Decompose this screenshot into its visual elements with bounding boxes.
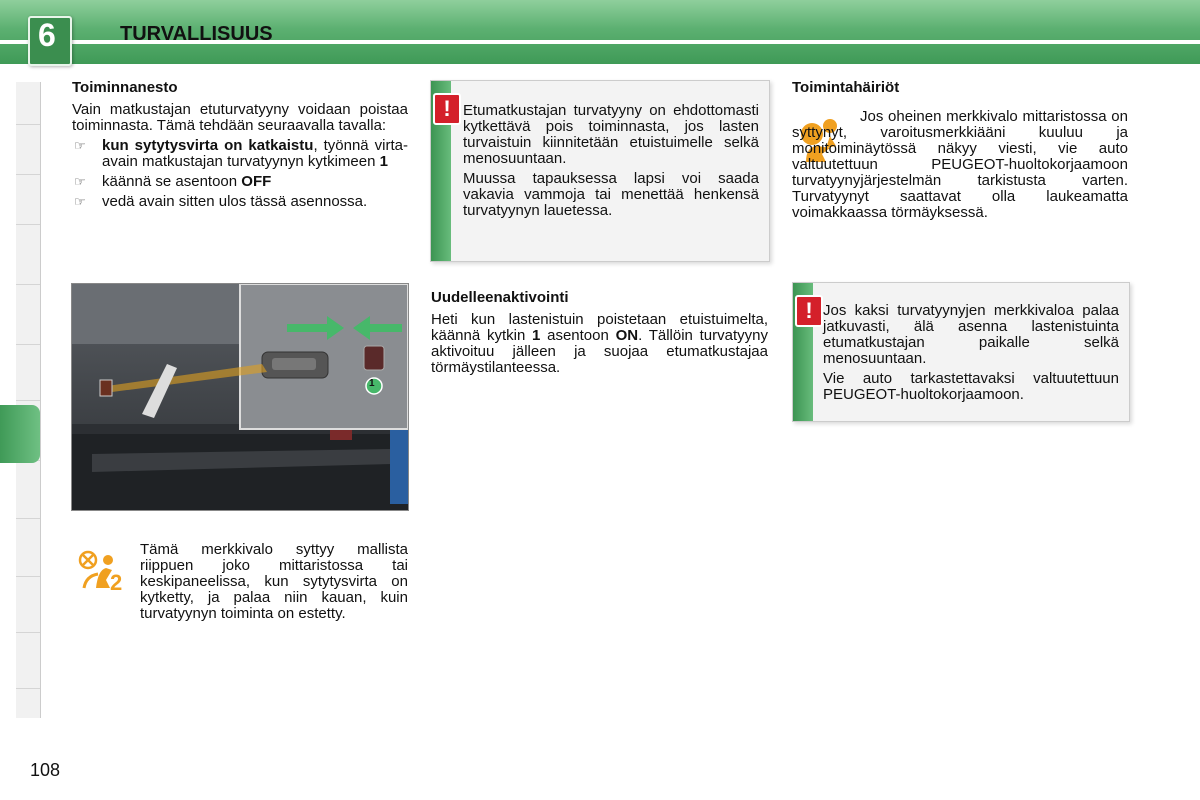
warning-text: Etumatkustajan turvatyyny on ehdottomasti kytkettävä pois toiminnasta, jos lasten turvaistuin kiinnitetään etuistuimelle selkä menosuuntaan. [463,102,759,167]
indicator-description [140,542,408,626]
section-heading: Uudelleenaktivointi [431,289,569,306]
malfunction-text: Jos oheinen merkkivalo mittaristossa on syttynyt, varoitusmerkkiääni kuuluu ja monitoiminäytössä näkyy viesti, vie auto valtuutettuun PEUGEOT-huoltokorjaamoon turvatyynyjärjestelmän tarkistusta varten. Turvatyynyt saattavat olla laukeamatta voimakkaassa törmäyksessä. [792,108,1128,221]
indicator-text: Tämä merkkivalo syttyy mallista riippuen joko mittaristossa tai keskipaneelissa, kun sytytysvirta on kytketty, ja palaa niin kauan, kuin turvatyynyn toiminta on estetty. [140,541,408,622]
chapter-tab-active[interactable] [0,405,40,463]
airbag-off-icon-label: 2 [110,570,123,595]
switch-label-1: 1 [369,378,375,389]
reactivation-text: Heti kun lastenistuin poistetaan etuistuimelta, käännä kytkin 1 asentoon ON. Tällöin turvatyyny aktivoituu jälleen ja suojaa etumatkustajaa törmäystilanteessa. [431,311,768,376]
intro-text: Vain matkustajan etuturvatyyny voidaan poistaa toiminnasta. Tämä tehdään seuraavalla tavalla: [72,101,408,134]
step-list [72,138,408,210]
warning-box-two-lights [792,282,1130,422]
page-number: 108 [30,760,61,780]
warning-text: Jos kaksi turvatyynyjen merkkivaloa palaa jatkuvasti, älä asenna lastenistuinta etumatkustajan paikalle selkä menosuuntaan. [823,302,1119,367]
step-item: ☞ kun sytytysvirta on katkaistu, työnnä virta-avain matkustajan turvatyynyn kytkimeen 1 [74,137,408,170]
pointer-hand-icon: ☞ [74,138,86,153]
chapter-tabs [16,82,41,718]
chapter-title: TURVALLISUUS [120,23,273,45]
column-reactivation [431,290,768,380]
step-item: ☞ käännä se asentoon OFF [74,173,272,190]
malfunction-text-block [792,109,1128,225]
warning-box-rear-facing [430,80,770,262]
exclamation-icon: ! [433,93,461,125]
exclamation-icon: ! [795,295,823,327]
column-deactivation [72,80,408,214]
warning-text: Muussa tapauksessa lapsi voi saada vakavia vammoja tai menettää henkensä turvatyynyn lauetessa. [463,170,759,219]
section-heading: Toiminnanesto [72,79,178,96]
airbag-off-icon [76,548,128,594]
column-malfunction [792,80,1128,102]
pointer-hand-icon: ☞ [74,174,86,189]
warning-text: Vie auto tarkastettavaksi valtuutettuun PEUGEOT-huoltokorjaamoon. [823,370,1119,403]
airbag-switch-illustration [71,283,409,511]
chapter-number: 6 [38,17,56,53]
pointer-hand-icon: ☞ [74,194,86,209]
section-heading: Toimintahäiriöt [792,79,900,96]
step-item: ☞ vedä avain sitten ulos tässä asennossa. [74,193,368,210]
